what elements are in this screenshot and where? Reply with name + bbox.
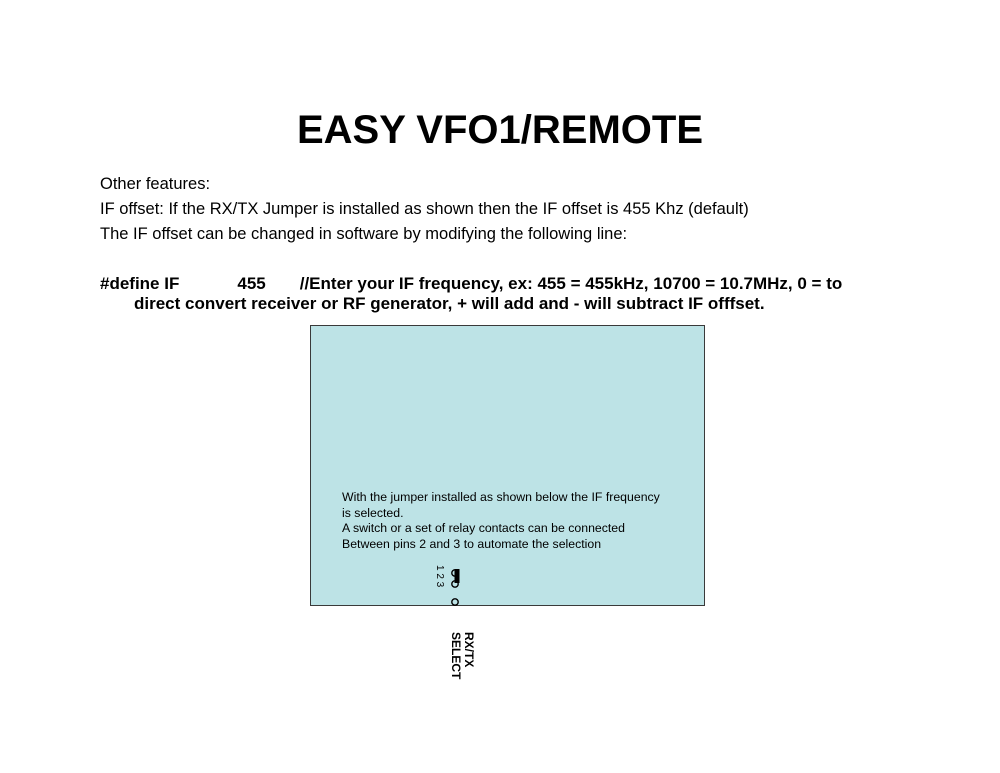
rx-tx-select-label (449, 632, 475, 679)
board-note-line: is selected. (342, 505, 404, 520)
select-label-line1: RX/TX (462, 632, 476, 668)
board-note-line: Between pins 2 and 3 to automate the selection (342, 536, 602, 551)
board-note (342, 490, 660, 552)
board-note-line: With the jumper installed as shown below the IF frequency (342, 490, 660, 504)
board-note-line: A switch or a set of relay contacts can be connected (342, 521, 625, 535)
select-label-line2: SELECT (449, 632, 463, 680)
pin-3 (452, 599, 458, 605)
text-line-features: Other features: (100, 175, 211, 193)
pin-numbers: 1 2 3 (434, 565, 445, 588)
define-code-line (100, 274, 890, 314)
text-line-software-change: The IF offset can be changed in software by modifying the following line: (100, 225, 628, 243)
define-row-1 (100, 274, 890, 294)
jumper-header (450, 566, 464, 608)
text-line-if-offset: IF offset: If the RX/TX Jumper is installed as shown then the IF offset is 455 Khz (default) (100, 200, 749, 218)
define-comment-2: direct convert receiver or RF generator, + will add and - will subtract IF offfset. (134, 294, 765, 313)
define-keyword: #define IF (100, 274, 180, 293)
page-title: EASY VFO1/REMOTE (296, 108, 703, 152)
define-comment-1: //Enter your IF frequency, ex: 455 = 455kHz, 10700 = 10.7MHz, 0 = to (299, 274, 843, 293)
board-diagram (310, 325, 705, 606)
define-value: 455 (237, 274, 266, 293)
